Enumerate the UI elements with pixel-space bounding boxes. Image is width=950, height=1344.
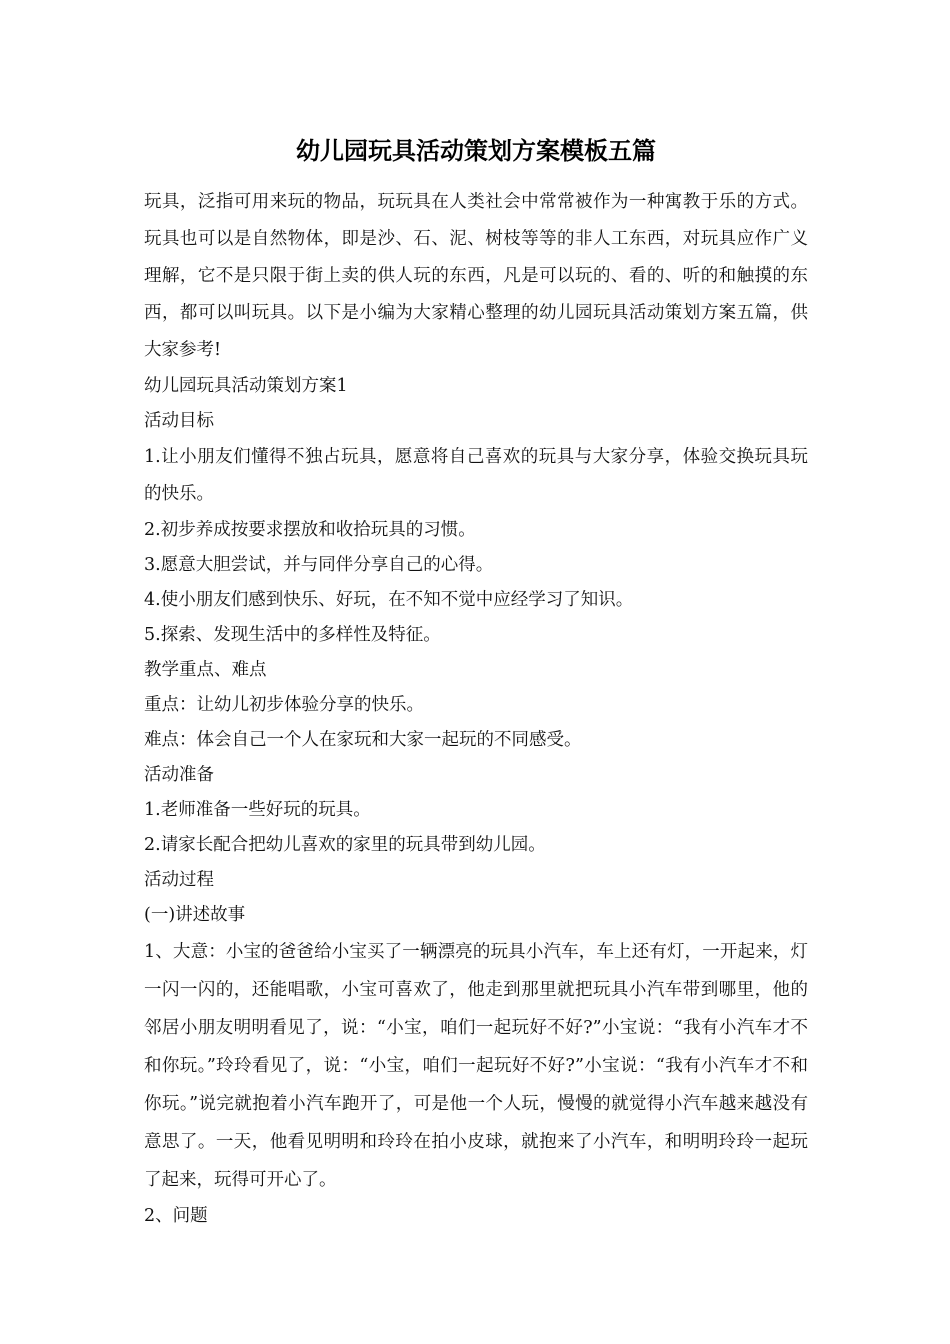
plan-heading: 幼儿园玩具活动策划方案1 <box>144 376 348 396</box>
goal-3-line: 3.愿意大胆尝试，并与同伴分享自己的心得。 <box>144 555 494 575</box>
story-paragraph: 1、大意：小宝的爸爸给小宝买了一辆漂亮的玩具小汽车，车上还有灯，一开起来，灯一闪一闪的，还能唱歌，小宝可喜欢了，他走到那里就把玩具小汽车带到哪里，他的邻居小朋友明明看见了，说：“小宝，咱们一起玩好不好?”小宝说：“我有小汽车才不和你玩。”玲玲看见了，说：“小宝，咱们一起玩好不好?”小宝说：“我有小汽车才不和你玩。”说完就抱着小汽车跑开了，可是他一个人玩，慢慢的就觉得小汽车越来越没有意思了。一天，他看见明明和玲玲在拍小皮球，就抱来了小汽车，和明明玲玲一起玩了起来，玩得可开心了。 <box>144 942 808 1190</box>
story-heading: (一)讲述故事 <box>144 905 246 925</box>
goals-heading: 活动目标 <box>144 411 214 431</box>
key-heading: 教学重点、难点 <box>144 660 267 680</box>
key-point-line: 重点：让幼儿初步体验分享的快乐。 <box>144 695 424 715</box>
prep-1-line: 1.老师准备一些好玩的玩具。 <box>144 800 371 820</box>
goal-5-line: 5.探索、发现生活中的多样性及特征。 <box>144 625 441 645</box>
process-heading: 活动过程 <box>144 870 214 890</box>
document-body <box>144 132 808 1234</box>
prep-heading: 活动准备 <box>144 765 214 785</box>
story-block <box>144 933 808 1199</box>
document-title: 幼儿园玩具活动策划方案模板五篇 <box>296 136 656 165</box>
intro-paragraph: 玩具，泛指可用来玩的物品，玩玩具在人类社会中常常被作为一种寓教于乐的方式。玩具也可以是自然物体，即是沙、石、泥、树枝等等的非人工东西，对玩具应作广义理解，它不是只限于街上卖的供人玩的东西，凡是可以玩的、看的、听的和触摸的东西，都可以叫玩具。以下是小编为大家精心整理的幼儿园玩具活动策划方案五篇，供大家参考! <box>144 192 808 360</box>
question-heading: 2、问题 <box>144 1206 208 1226</box>
goal-4-line: 4.使小朋友们感到快乐、好玩，在不知不觉中应经学习了知识。 <box>144 590 634 610</box>
difficult-point-line: 难点：体会自己一个人在家玩和大家一起玩的不同感受。 <box>144 730 582 750</box>
prep-2-line: 2.请家长配合把幼儿喜欢的家里的玩具带到幼儿园。 <box>144 835 546 855</box>
goal-2-line: 2.初步养成按要求摆放和收拾玩具的习惯。 <box>144 520 476 540</box>
goal-1-paragraph: 1.让小朋友们懂得不独占玩具，愿意将自己喜欢的玩具与大家分享，体验交换玩具玩的快乐。 <box>144 447 808 504</box>
